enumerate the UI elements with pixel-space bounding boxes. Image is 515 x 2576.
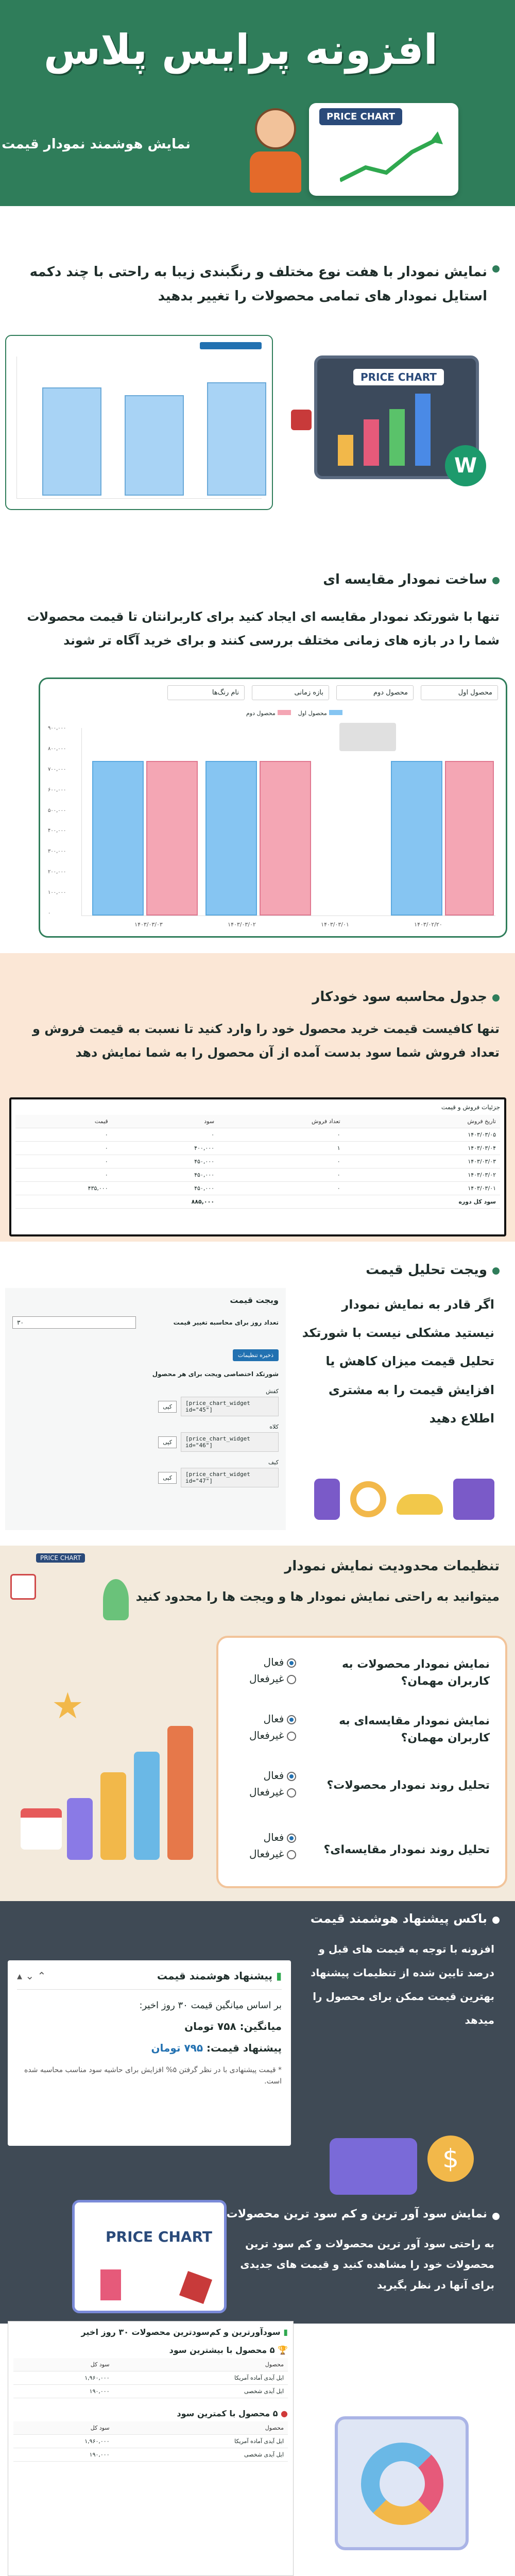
collapse-up-icon[interactable]: ⌃ <box>37 1970 46 1982</box>
widget-panel <box>5 1288 286 1530</box>
radio-on[interactable] <box>287 1772 296 1781</box>
low-table <box>13 2421 288 2462</box>
radio-off[interactable] <box>287 1850 296 1859</box>
save-button[interactable]: ذخیره تنظیمات <box>233 1349 279 1361</box>
x-tick: ۱۴۰۳/۰۳/۰۱ <box>321 921 349 928</box>
restriction-illustration <box>5 1553 134 1625</box>
compare-section <box>0 556 515 953</box>
top-products-section <box>0 2195 515 2576</box>
table-header: سود کل <box>13 2358 114 2371</box>
price-chart-badge: PRICE CHART <box>106 2228 212 2245</box>
radio-on[interactable] <box>287 1658 296 1668</box>
x-tick: ۱۴۰۳/۰۳/۰۳ <box>134 921 163 928</box>
restriction-section <box>0 1546 515 1901</box>
chart-styles-text: نمایش نمودار با هفت نوع مختلف و رنگبندی زیبا به راحتی با چند دکمه استایل نمودار های تمامی محصولات را تغییر بدهید <box>29 264 487 304</box>
top-list-title: 🏆 ۵ محصول با بیشترین سود <box>169 2345 288 2355</box>
move-icon[interactable]: ▴ <box>17 1970 23 1982</box>
x-axis <box>102 921 475 928</box>
filter-product-2[interactable]: محصول دوم <box>336 685 414 700</box>
y-tick: ۵۰۰,۰۰۰ <box>48 807 66 814</box>
price-chart-badge: PRICE CHART <box>36 1553 85 1563</box>
table-row: ایل آیدی شخصی ۱۹۰,۰۰۰ <box>13 2448 288 2462</box>
bullet-dot <box>492 265 500 273</box>
bullet-dot <box>492 577 500 584</box>
days-select[interactable]: ۳۰ <box>12 1316 136 1329</box>
red-circle-icon: ● <box>278 2409 288 2419</box>
bar-p1 <box>391 761 442 916</box>
profit-table-card <box>9 1097 506 1236</box>
bullet-dot <box>492 994 500 1002</box>
top-table <box>13 2358 288 2398</box>
collapse-down-icon[interactable]: ⌄ <box>25 1970 35 1982</box>
profit-box-title: ▮ سودآورترین و کم‌سودترین محصولات ۳۰ روز اخیر <box>81 2327 288 2337</box>
bullet-dot <box>492 1267 500 1275</box>
chart-icon: ▮ <box>272 1970 282 1982</box>
trend-icon <box>330 2138 417 2195</box>
suggest-line: بر اساس میانگین قیمت ۳۰ روز اخیر: <box>139 2000 282 2011</box>
product-name: کفش <box>266 1388 279 1395</box>
bars-illustration <box>21 1674 206 1880</box>
chart-legend <box>246 710 342 717</box>
option-question: نمایش نمودار محصولات به کاربران مهمان؟ <box>342 1658 490 1688</box>
y-tick: ۶۰۰,۰۰۰ <box>48 787 66 793</box>
bar <box>125 395 184 496</box>
filter-product-1[interactable]: محصول اول <box>421 685 498 700</box>
star-icon: ★ <box>52 1685 84 1727</box>
y-tick: ۷۰۰,۰۰۰ <box>48 766 66 772</box>
table-row: ۱۴۰۳/۰۳/۰۳ ۰ ۴۵۰,۰۰۰ ۰ <box>15 1155 500 1168</box>
table-header-row <box>15 1115 500 1128</box>
profit-section <box>0 953 515 1242</box>
suggest-title: باکس پیشنهاد هوشمند قیمت <box>310 1911 487 1926</box>
hero-title: افزونه پرایس پلاس <box>43 26 438 74</box>
bar-p2 <box>146 761 198 916</box>
coin-icon: $ <box>427 2136 474 2182</box>
table-header: محصول <box>114 2421 288 2435</box>
table-header: قیمت <box>15 1115 112 1128</box>
y-tick: ۱۰۰,۰۰۰ <box>48 890 66 895</box>
radio-off[interactable] <box>287 1732 296 1741</box>
growth-chart-icon <box>340 131 443 188</box>
widget-section <box>0 1242 515 1546</box>
radio-on[interactable] <box>287 1834 296 1843</box>
profit-table <box>15 1115 500 1209</box>
bar-p1 <box>205 761 257 916</box>
table-header: سود کل <box>13 2421 114 2435</box>
product-name: کیف <box>268 1459 279 1466</box>
table-row: ۱۴۰۳/۰۳/۰۱ ۰ ۴۵۰,۰۰۰ ۴۳۵,۰۰۰ <box>15 1182 500 1195</box>
x-tick: ۱۴۰۳/۰۲/۲۰ <box>414 921 442 928</box>
calendar-icon <box>21 1808 62 1850</box>
compare-chart-frame <box>39 677 507 938</box>
headphones-icon <box>350 1481 386 1517</box>
profit-box <box>8 2321 294 2576</box>
bar <box>207 382 266 496</box>
bar <box>42 387 101 496</box>
phone-icon <box>314 1479 340 1520</box>
bullet-dot <box>492 1917 500 1924</box>
hero-card <box>309 103 458 196</box>
radio-off[interactable] <box>287 1675 296 1684</box>
bar-p2 <box>260 761 311 916</box>
legend-product-2: محصول دوم <box>246 710 276 717</box>
table-row: ایل آیدی آماده آمریکا ۱,۹۶۰,۰۰۰ <box>13 2435 288 2448</box>
y-tick: ۰ <box>48 910 51 916</box>
restriction-title: تنظیمات محدودیت نمایش نمودار <box>284 1558 500 1574</box>
radio-on[interactable] <box>287 1715 296 1724</box>
average-price: ۷۵۸ تومان <box>184 2020 236 2032</box>
table-row: ایل آیدی شخصی ۱۹۰,۰۰۰ <box>13 2385 288 2398</box>
chart-preview <box>5 335 273 510</box>
donut-chart-icon <box>335 2416 469 2550</box>
legend-product-1: محصول اول <box>298 710 327 717</box>
x-tick: ۱۴۰۳/۰۳/۰۲ <box>228 921 256 928</box>
wordpress-icon: W <box>445 445 486 486</box>
copy-button[interactable]: کپی <box>158 1436 177 1448</box>
plug-icon <box>291 410 312 430</box>
copy-button[interactable]: کپی <box>158 1401 177 1413</box>
y-tick: ۸۰۰,۰۰۰ <box>48 745 66 752</box>
y-tick: ۹۰۰,۰۰۰ <box>48 725 66 731</box>
suggest-section <box>0 1901 515 2195</box>
price-chart-badge: PRICE CHART <box>319 108 402 125</box>
table-row: ایل آیدی آماده آمریکا ۱,۹۶۰,۰۰۰ <box>13 2371 288 2385</box>
table-header: تعداد فروش <box>218 1115 345 1128</box>
days-label: تعداد روز برای محاسبه تغییر قیمت <box>173 1319 279 1326</box>
price-chart-badge: PRICE CHART <box>353 369 444 385</box>
bar-p2 <box>445 761 494 916</box>
panel-title: ویجت قیمت <box>230 1295 279 1305</box>
bar-p1 <box>92 761 144 916</box>
top-products-title: نمایش سود آور ترین و کم سود ترین محصولات <box>226 2208 487 2221</box>
table-title: جزئیات فروش و قیمت <box>441 1104 500 1111</box>
option-question: تحلیل روند نمودار محصولات؟ <box>327 1779 490 1792</box>
bullet-dot <box>492 2213 500 2220</box>
plot-area <box>81 728 495 916</box>
chart-icon: ▮ <box>280 2327 288 2337</box>
shoe-icon <box>397 1494 443 1515</box>
copy-button[interactable]: کپی <box>158 1472 177 1484</box>
mascot-icon <box>247 108 304 196</box>
shortcode-title: شورتکد اختصاصی ویجت برای هر محصول <box>152 1370 279 1378</box>
widget-title: ویجت تحلیل قیمت <box>366 1262 487 1278</box>
profit-text: تنها کافیست قیمت خرید محصول خود را وارد کنید تا نسبت به قیمت فروش و تعداد فروش شما سود بدست آمده از آن محصول را به شما نمایش دهد <box>32 1022 500 1060</box>
compare-filters <box>167 685 498 700</box>
tooltip-box <box>339 723 396 751</box>
table-row: ۱۴۰۳/۰۳/۰۵ ۰ ۰ ۰ <box>15 1128 500 1142</box>
radio-off[interactable] <box>287 1788 296 1798</box>
y-tick: ۴۰۰,۰۰۰ <box>48 828 66 834</box>
trophy-icon: 🏆 <box>274 2345 288 2355</box>
y-axis <box>48 725 66 916</box>
product-name: کلاه <box>269 1423 279 1430</box>
table-header: سود <box>112 1115 218 1128</box>
compare-text: تنها با شورتکد نمودار مقایسه ای ایجاد کنید برای کاربرانتان تا قیمت محصولات شما را در بازه های زمانی مختلف بررسی کنند و برای خرید آگاه تر شوند <box>27 609 500 648</box>
chart-illustration <box>314 355 479 479</box>
shortcode-field[interactable]: [price_chart_widget id="45"] <box>181 1397 279 1416</box>
filter-range[interactable]: بازه زمانی <box>252 685 329 700</box>
suggest-text: افزونه با توجه به قیمت های قبل و درصد تایین شده از تنظیمات پیشنهاد بهترین قیمت ممکن برای محصول را میدهد <box>310 1943 494 2026</box>
profit-title: جدول محاسبه سود خودکار <box>312 989 487 1005</box>
suggest-box: ▮ پیشنهاد هوشمند قیمت ⌃ ⌄ ▴ بر اساس میانگین قیمت ۳۰ روز اخیر: میانگین: ۷۵۸ تومان پیشنهاد قیمت: ۷۹۵ تومان * قیمت پیشنهادی با در نظر گرفتن ۵% افزایش برای حاشیه سود مناسب محاسبه شده است. <box>8 1960 291 2146</box>
hero-section <box>0 0 515 206</box>
restriction-text: میتوانید به راحتی نمایش نمودار ها و ویجت ها را محدود کنید <box>135 1589 500 1604</box>
settings-card: نمایش نمودار محصولات به کاربران مهمان؟ فعال غیرفعال نمایش نمودار مقایسه‌ای به کاربران مهمان؟ فعال غیرفعال تحلیل روند نمودار محصولات؟ فعال غیرفعال تحلیل روند نمودار مقایسه‌ای؟ فعال غیرفعال <box>216 1636 507 1888</box>
table-row: ۱۴۰۳/۰۳/۰۴ ۱ ۴۰۰,۰۰۰ ۰ <box>15 1142 500 1155</box>
top-products-text: به راحتی سود آور ترین محصولات و کم سود ترین محصولات خود را مشاهده کنید و قیمت های جدیدی برای آنها در نظر بگیرید <box>240 2238 494 2291</box>
y-tick: ۲۰۰,۰۰۰ <box>48 869 66 875</box>
suggest-note: * قیمت پیشنهادی با در نظر گرفتن ۵% افزایش برای حاشیه سود مناسب محاسبه شده است. <box>24 2066 282 2086</box>
hero-subtitle: نمایش هوشمند نمودار قیمت <box>2 137 191 152</box>
top-products-illustration <box>72 2200 227 2313</box>
y-tick: ۳۰۰,۰۰۰ <box>48 849 66 855</box>
compare-title: ساخت نمودار مقایسه ای <box>323 572 487 587</box>
suggest-box-title: ▮ پیشنهاد هوشمند قیمت <box>157 1970 282 1982</box>
widget-text: اگر قادر به نمایش نمودار نیستید مشکلی نیست با شورتکد تحلیل قیمت میزان کاهش یا افزایش قیمت را به مشتری اطلاع دهید <box>302 1297 494 1426</box>
table-total-row: سود کل دوره ۸۸۵,۰۰۰ <box>15 1195 500 1209</box>
shortcode-field[interactable]: [price_chart_widget id="46"] <box>181 1432 279 1452</box>
shortcode-field[interactable]: [price_chart_widget id="47"] <box>181 1468 279 1487</box>
suggested-price: ۷۹۵ تومان <box>151 2042 203 2054</box>
filter-colors[interactable]: نام رنگ‌ها <box>167 685 245 700</box>
option-question: نمایش نمودار مقایسه‌ای به کاربران مهمان؟ <box>339 1715 490 1744</box>
option-question: تحلیل روند نمودار مقایسه‌ای؟ <box>323 1843 490 1856</box>
table-header: محصول <box>114 2358 288 2371</box>
chart-styles-section <box>0 206 515 556</box>
shirt-icon <box>453 1479 494 1520</box>
table-row: ۱۴۰۳/۰۳/۰۲ ۰ ۴۵۰,۰۰۰ ۰ <box>15 1168 500 1182</box>
table-header: تاریخ فروش <box>345 1115 500 1128</box>
low-list-title: ● ۵ محصول با کمترین سود <box>177 2409 288 2419</box>
